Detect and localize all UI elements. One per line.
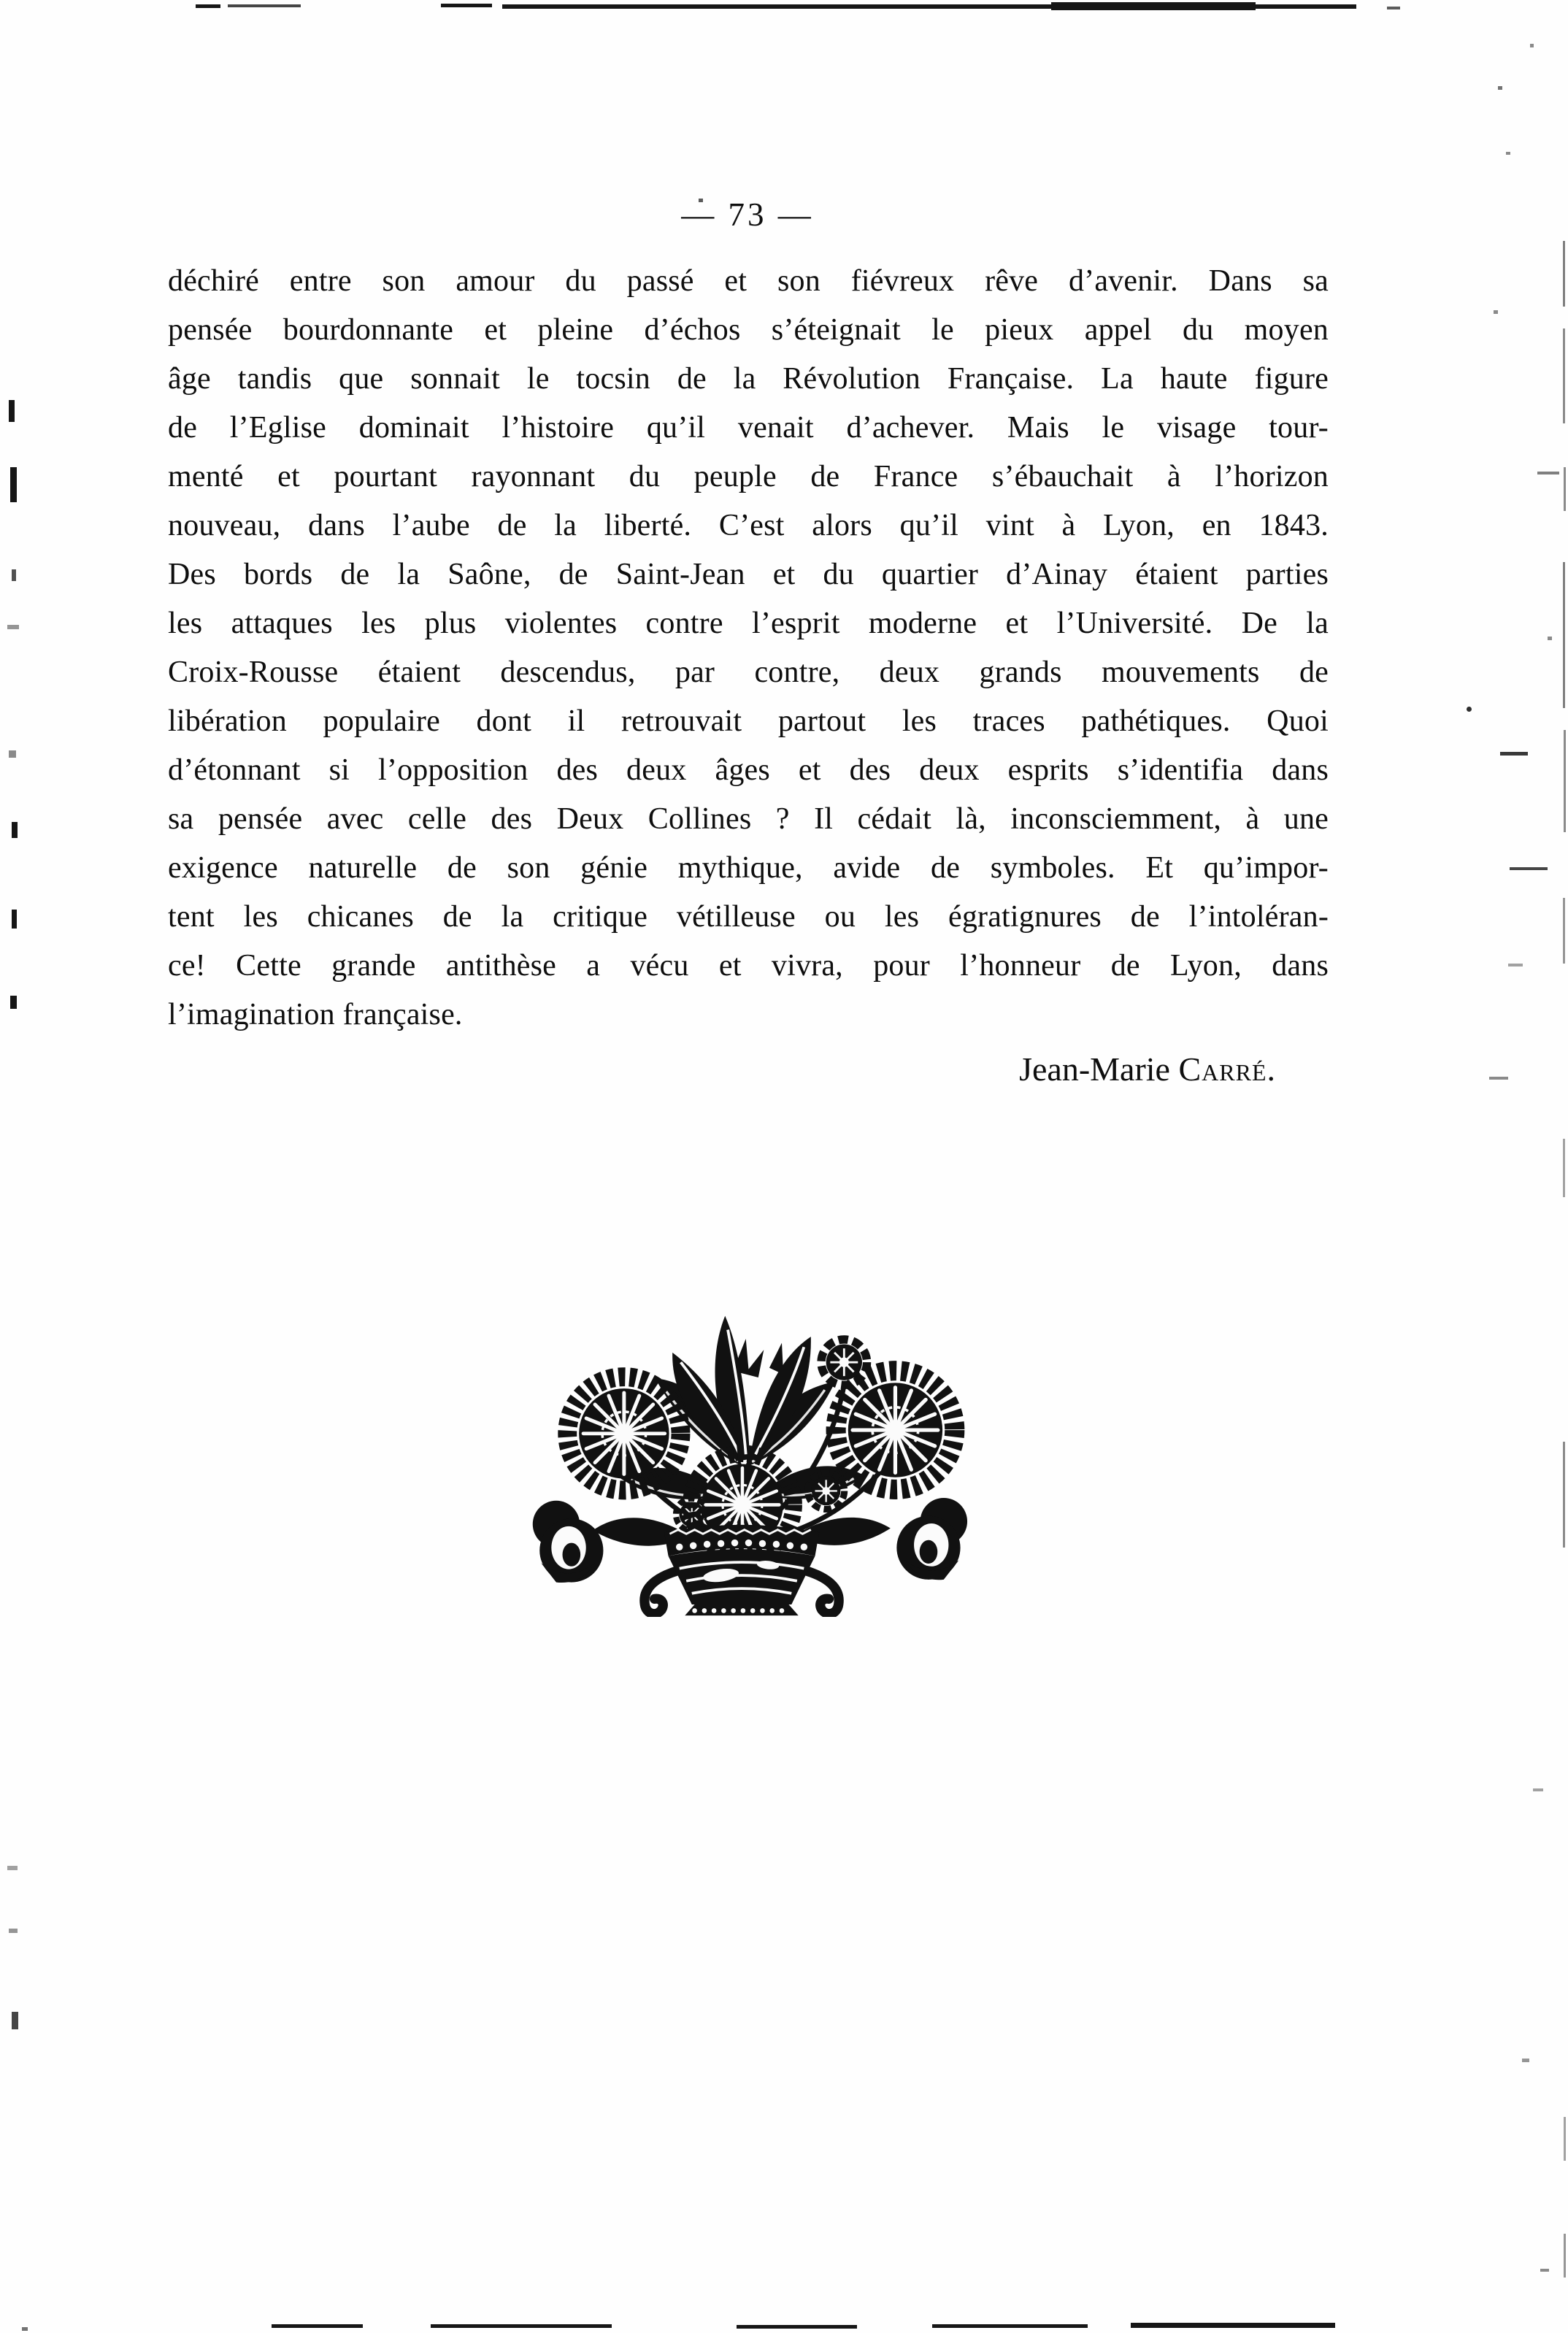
text-line: tent les chicanes de la critique vétilleuse ou les égratignures de l’intoléran-: [168, 900, 1329, 934]
scan-artifact: [1564, 467, 1566, 511]
flower-basket-icon: [513, 1285, 984, 1617]
scan-artifact: [7, 1866, 18, 1870]
scan-artifact: [12, 2012, 18, 2029]
text-line: de l’Eglise dominait l’histoire qu’il venait d’achever. Mais le visage tour-: [168, 411, 1329, 445]
scan-artifact: [1563, 241, 1565, 307]
scan-artifact: [196, 4, 220, 8]
text-line: déchiré entre son amour du passé et son fiévreux rêve d’avenir. Dans sa: [168, 264, 1329, 298]
scan-artifact: [228, 4, 301, 7]
scan-artifact: [441, 4, 492, 7]
scan-artifact: [932, 2324, 1088, 2328]
scan-artifact: [7, 625, 19, 629]
text-line: menté et pourtant rayonnant du peuple de France s’ébauchait à l’horizon: [168, 460, 1329, 493]
scan-artifact: [1564, 730, 1566, 832]
scan-artifact: [1500, 752, 1528, 756]
scan-artifact: [1548, 637, 1552, 640]
text-line: l’imagination française.: [168, 998, 463, 1031]
scan-artifact: [22, 2327, 28, 2331]
text-line: exigence naturelle de son génie mythique, avide de symboles. Et qu’impor-: [168, 851, 1329, 885]
scan-artifact: [9, 750, 16, 758]
author-signature: [168, 1050, 1327, 1088]
text-line: âge tandis que sonnait le tocsin de la Révolution Française. La haute figure: [168, 362, 1329, 396]
scan-artifact: [1510, 867, 1548, 870]
scan-artifact: [1563, 562, 1565, 708]
scan-artifact: [1564, 2117, 1566, 2161]
signature-given: Jean-Marie: [1019, 1050, 1179, 1088]
scan-artifact: [1563, 1442, 1565, 1548]
text-line: Des bords de la Saône, de Saint-Jean et du quartier d’Ainay étaient parties: [168, 558, 1329, 591]
scan-artifact: [10, 467, 17, 502]
scan-artifact: [1522, 2059, 1529, 2062]
text-line: libération populaire dont il retrouvait partout les traces pathétiques. Quoi: [168, 704, 1329, 738]
scan-artifact: [12, 910, 17, 929]
scan-artifact: [272, 2324, 363, 2328]
scan-artifact: [1508, 964, 1523, 966]
scan-artifact: [12, 569, 16, 581]
scan-artifact: [1563, 328, 1565, 423]
scan-artifact: [1506, 152, 1510, 155]
text-line: ce! Cette grande antithèse a vécu et vivra, pour l’honneur de Lyon, dans: [168, 949, 1329, 983]
scan-artifact: [1051, 2, 1256, 10]
text-line: les attaques les plus violentes contre l’esprit moderne et l’Université. De la: [168, 607, 1329, 640]
text-line: pensée bourdonnante et pleine d’échos s’éteignait le pieux appel du moyen: [168, 313, 1329, 347]
scan-artifact: [1494, 310, 1498, 314]
page-number: — 73 —: [681, 196, 814, 233]
scan-artifact: [1467, 707, 1472, 712]
scan-artifact: [1498, 86, 1502, 90]
scan-artifact: [1540, 2269, 1549, 2272]
text-line: Croix-Rousse étaient descendus, par contre, deux grands mouvements de: [168, 656, 1329, 689]
body-text: [168, 257, 1329, 1039]
scan-artifact: [9, 1929, 18, 1933]
text-line: nouveau, dans l’aube de la liberté. C’est alors qu’il vint à Lyon, en 1843.: [168, 509, 1329, 542]
scan-artifact: [9, 400, 15, 422]
scan-artifact: [737, 2325, 857, 2329]
scan-artifact: [1530, 44, 1534, 47]
scan-artifact: [10, 996, 17, 1009]
scan-artifact: [1533, 1788, 1543, 1791]
text-line: sa pensée avec celle des Deux Collines ? Il cédait là, inconsciemment, à une: [168, 802, 1329, 836]
flower-basket-ornament: [513, 1285, 984, 1617]
scan-artifact: [1131, 2323, 1335, 2328]
scan-artifact: [1563, 898, 1565, 964]
scan-artifact: [431, 2324, 612, 2328]
scan-artifact: [1564, 2234, 1566, 2278]
signature-family: Carré.: [1178, 1050, 1276, 1088]
scan-artifact: [1563, 1139, 1565, 1197]
scan-artifact: [1489, 1077, 1508, 1080]
scan-artifact: [1537, 472, 1559, 474]
text-line: d’étonnant si l’opposition des deux âges et des deux esprits s’identifia dans: [168, 753, 1329, 787]
scan-artifact: [1387, 7, 1400, 9]
scan-artifact: [12, 822, 18, 838]
